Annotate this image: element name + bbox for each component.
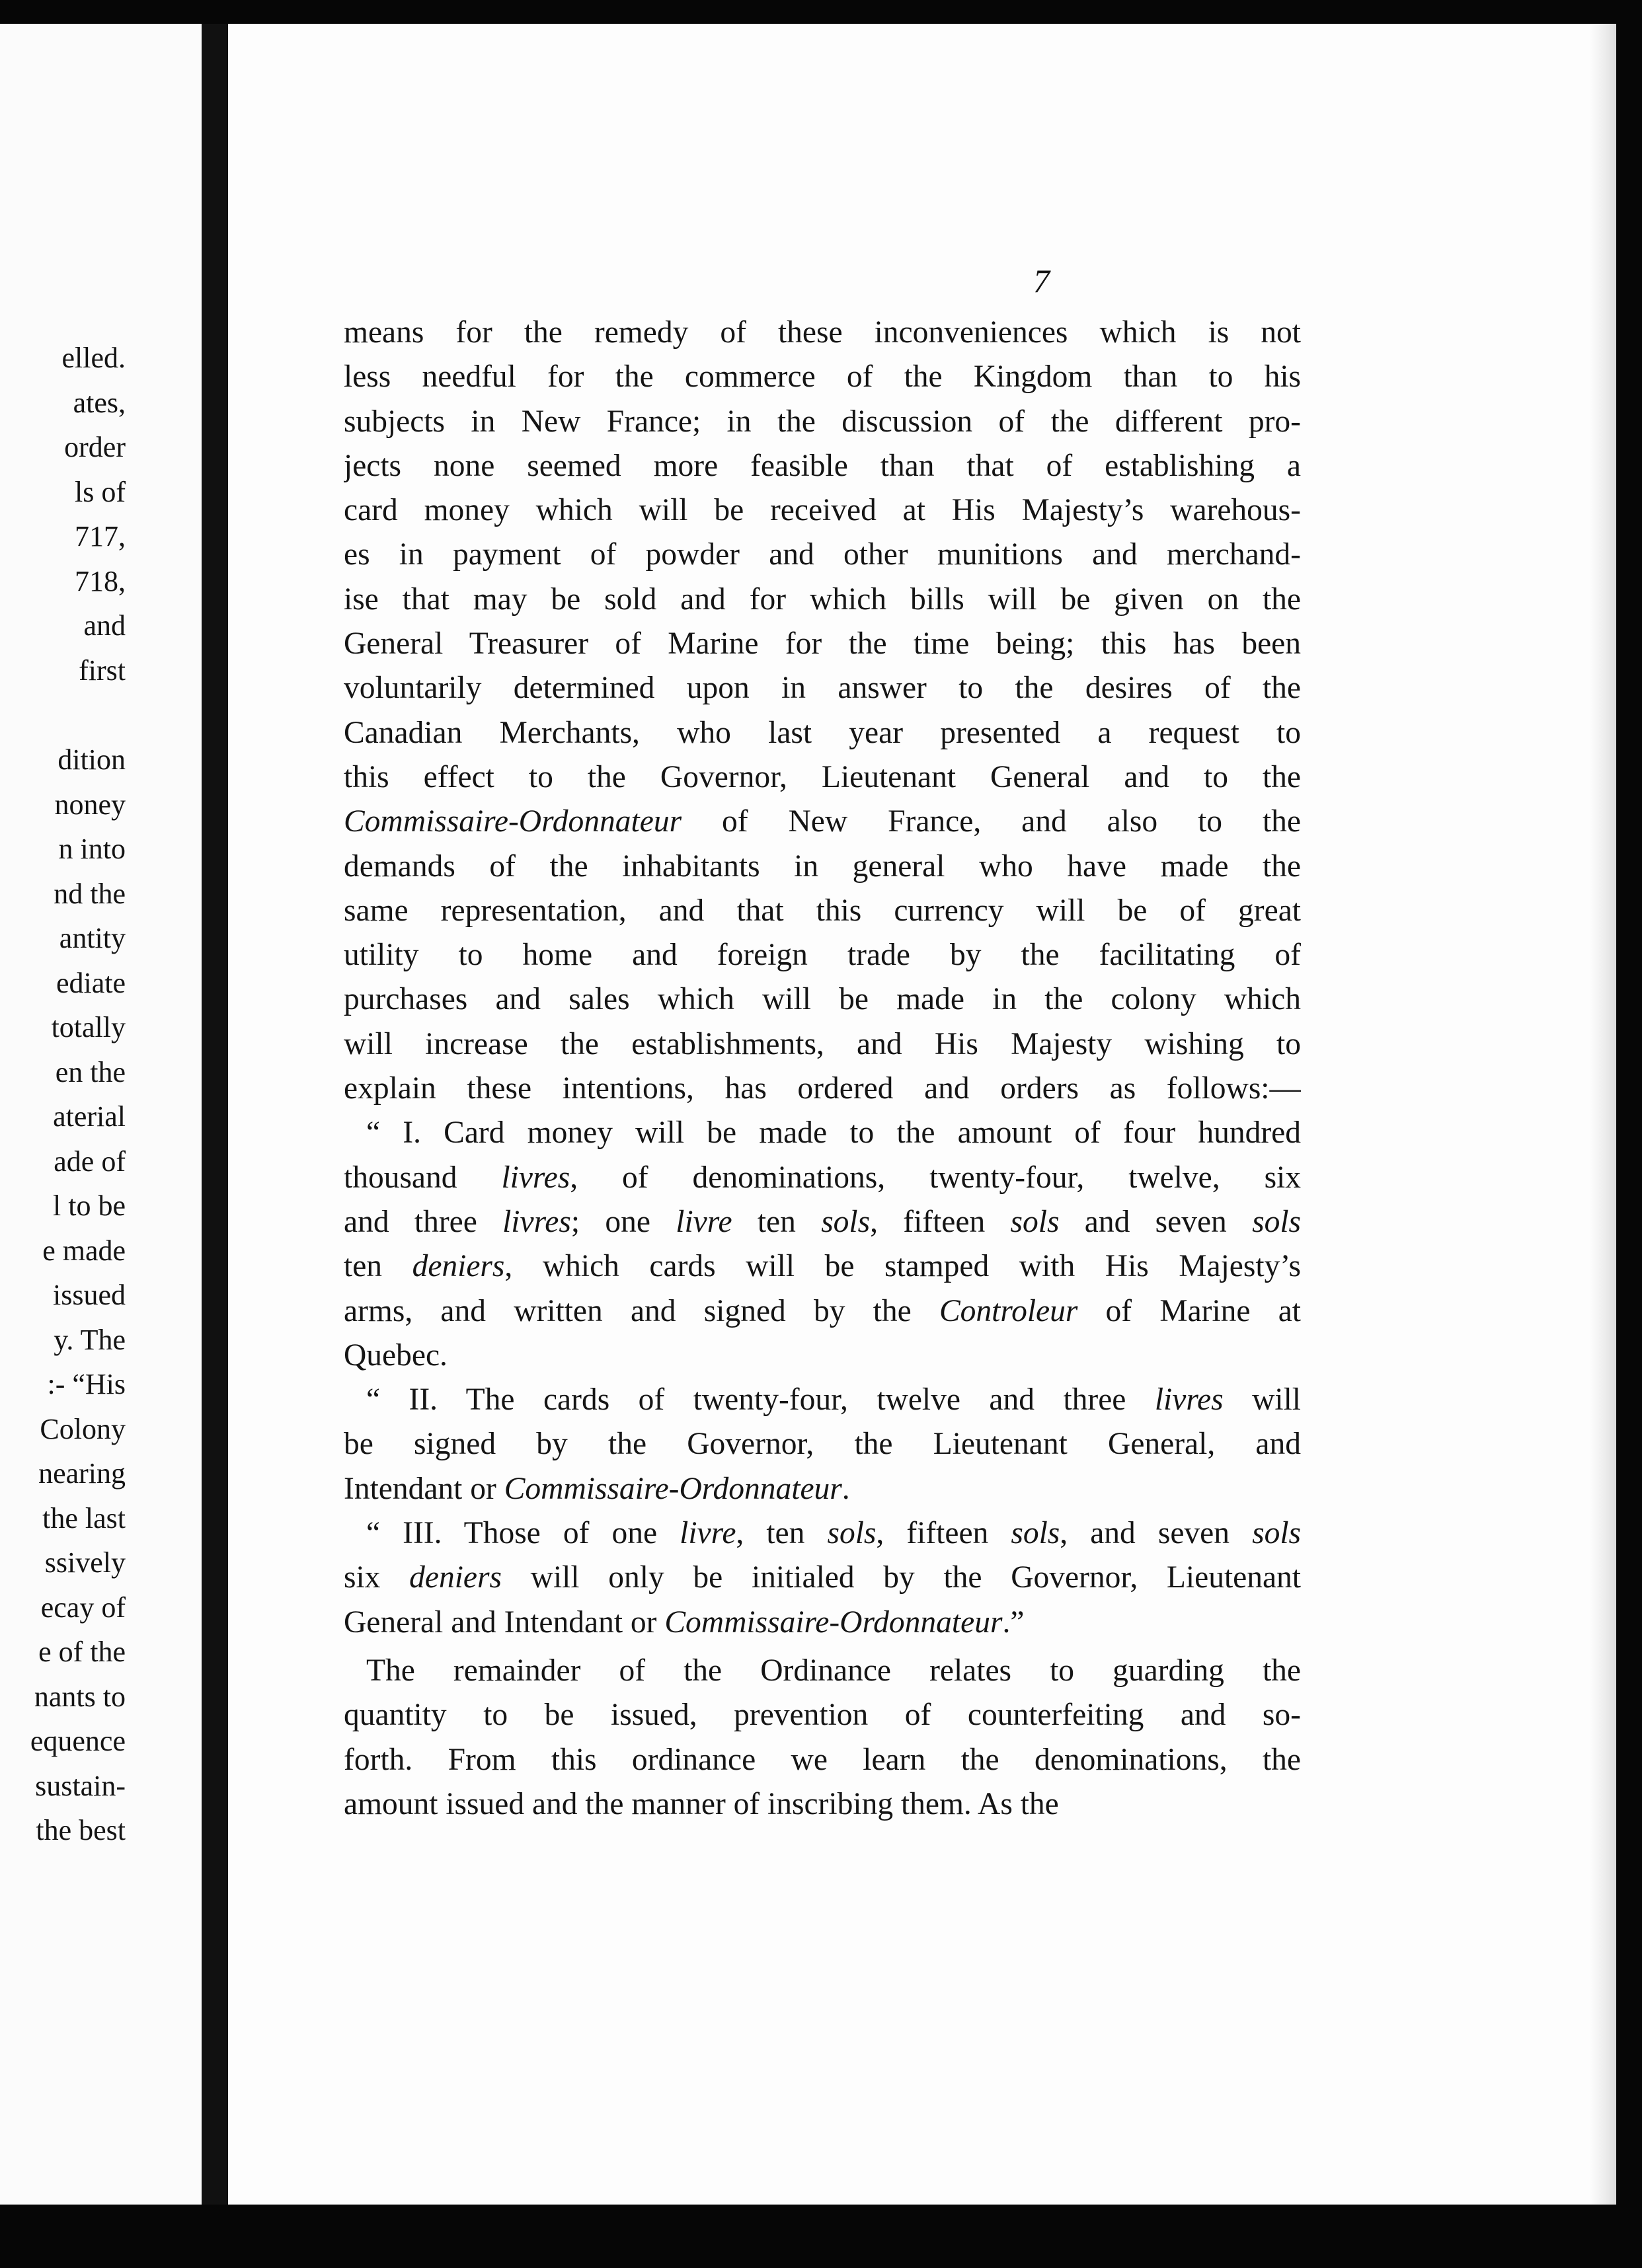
text-line: General Treasurer of Marine for the time being; this has been — [344, 626, 1301, 662]
left-line: l to be — [53, 1190, 126, 1222]
left-line: nd the — [54, 877, 126, 910]
text-line: Canadian Merchants, who last year presented a request to — [344, 715, 1301, 750]
text-line: jects none seemed more feasible than that of establishing a — [344, 448, 1301, 483]
left-line: e of the — [38, 1636, 126, 1668]
left-line: ade of — [54, 1145, 126, 1178]
text-line: six deniers will only be initialed by the Governor, Lieutenant — [344, 1560, 1301, 1595]
left-line: :- “His — [47, 1368, 126, 1400]
text-line: purchases and sales which will be made in the colony which — [344, 982, 1301, 1017]
left-line: sustain- — [35, 1769, 126, 1802]
text-line: Quebec. — [344, 1338, 448, 1373]
left-page-text — [0, 336, 126, 1853]
text-line: General and Intendant or Commissaire-Ordonnateur.” — [344, 1605, 1025, 1640]
left-line: first — [79, 654, 126, 687]
left-line: order — [64, 431, 126, 463]
text-line: means for the remedy of these inconveniences which is not — [344, 315, 1301, 350]
left-line: nants to — [34, 1680, 126, 1713]
left-line: issued — [53, 1279, 126, 1311]
text-line: card money which will be received at His Majesty’s warehous- — [344, 493, 1301, 528]
text-line: same representation, and that this currency will be of great — [344, 893, 1301, 928]
left-line: ssively — [44, 1546, 126, 1579]
left-line: nearing — [38, 1457, 126, 1490]
text-line: will increase the establishments, and His Majesty wishing to — [344, 1026, 1301, 1061]
left-line: en the — [55, 1055, 126, 1088]
left-line: aterial — [53, 1100, 126, 1133]
left-line: antity — [59, 922, 126, 954]
text-line: “ II. The cards of twenty-four, twelve and three livres will — [366, 1382, 1301, 1418]
left-line: ecay of — [40, 1591, 126, 1624]
text-line: “ I. Card money will be made to the amount of four hundred — [366, 1115, 1301, 1151]
left-line: elled. — [61, 342, 126, 374]
left-line: and — [83, 609, 126, 642]
page-number: 7 — [1033, 262, 1050, 299]
text-line: ten deniers, which cards will be stamped with His Majesty’s — [344, 1249, 1301, 1284]
text-line: arms, and written and signed by the Controleur of Marine at — [344, 1293, 1301, 1328]
left-line: 717, — [75, 520, 126, 552]
left-line: noney — [54, 788, 126, 821]
text-line: this effect to the Governor, Lieutenant General and to the — [344, 759, 1301, 794]
left-line: totally — [51, 1011, 126, 1043]
body-text — [344, 311, 1301, 1827]
text-line: quantity to be issued, prevention of counterfeiting and so- — [344, 1698, 1301, 1733]
left-line: equence — [30, 1725, 126, 1757]
text-line: es in payment of powder and other munitions and merchand- — [344, 537, 1301, 572]
text-line: The remainder of the Ordinance relates to guarding the — [366, 1653, 1301, 1688]
left-line: Colony — [40, 1412, 126, 1445]
left-line: the last — [42, 1501, 126, 1534]
text-line: explain these intentions, has ordered and orders as follows:— — [344, 1071, 1301, 1106]
left-line: the best — [36, 1814, 126, 1846]
text-line: Commissaire-Ordonnateur of New France, and also to the — [344, 804, 1301, 839]
left-line: ates, — [73, 386, 126, 419]
text-line: ise that may be sold and for which bills will be given on the — [344, 582, 1301, 617]
text-line: demands of the inhabitants in general who have made the — [344, 849, 1301, 884]
text-line: and three livres; one livre ten sols, fifteen sols and seven sols — [344, 1204, 1301, 1239]
text-line: “ III. Those of one livre, ten sols, fifteen sols, and seven sols — [366, 1516, 1301, 1551]
left-line: dition — [58, 743, 126, 776]
text-line: forth. From this ordinance we learn the denominations, the — [344, 1742, 1301, 1777]
text-line: amount issued and the manner of inscribing them. As the — [344, 1786, 1059, 1821]
left-line: ediate — [56, 966, 126, 999]
text-line: utility to home and foreign trade by the facilitating of — [344, 938, 1301, 973]
text-line: be signed by the Governor, the Lieutenant General, and — [344, 1427, 1301, 1462]
left-line: n into — [58, 833, 126, 865]
left-line: y. The — [54, 1323, 126, 1356]
left-line: ls of — [75, 475, 126, 508]
text-line: less needful for the commerce of the Kingdom than to his — [344, 359, 1301, 395]
text-line: subjects in New France; in the discussion of the different pro- — [344, 404, 1301, 439]
text-line: thousand livres, of denominations, twenty-four, twelve, six — [344, 1160, 1301, 1195]
left-line: e made — [42, 1234, 126, 1267]
left-page — [0, 24, 226, 2205]
left-line: 718, — [75, 564, 126, 597]
text-line: Intendant or Commissaire-Ordonnateur. — [344, 1471, 850, 1506]
text-line: voluntarily determined upon in answer to the desires of the — [344, 671, 1301, 706]
